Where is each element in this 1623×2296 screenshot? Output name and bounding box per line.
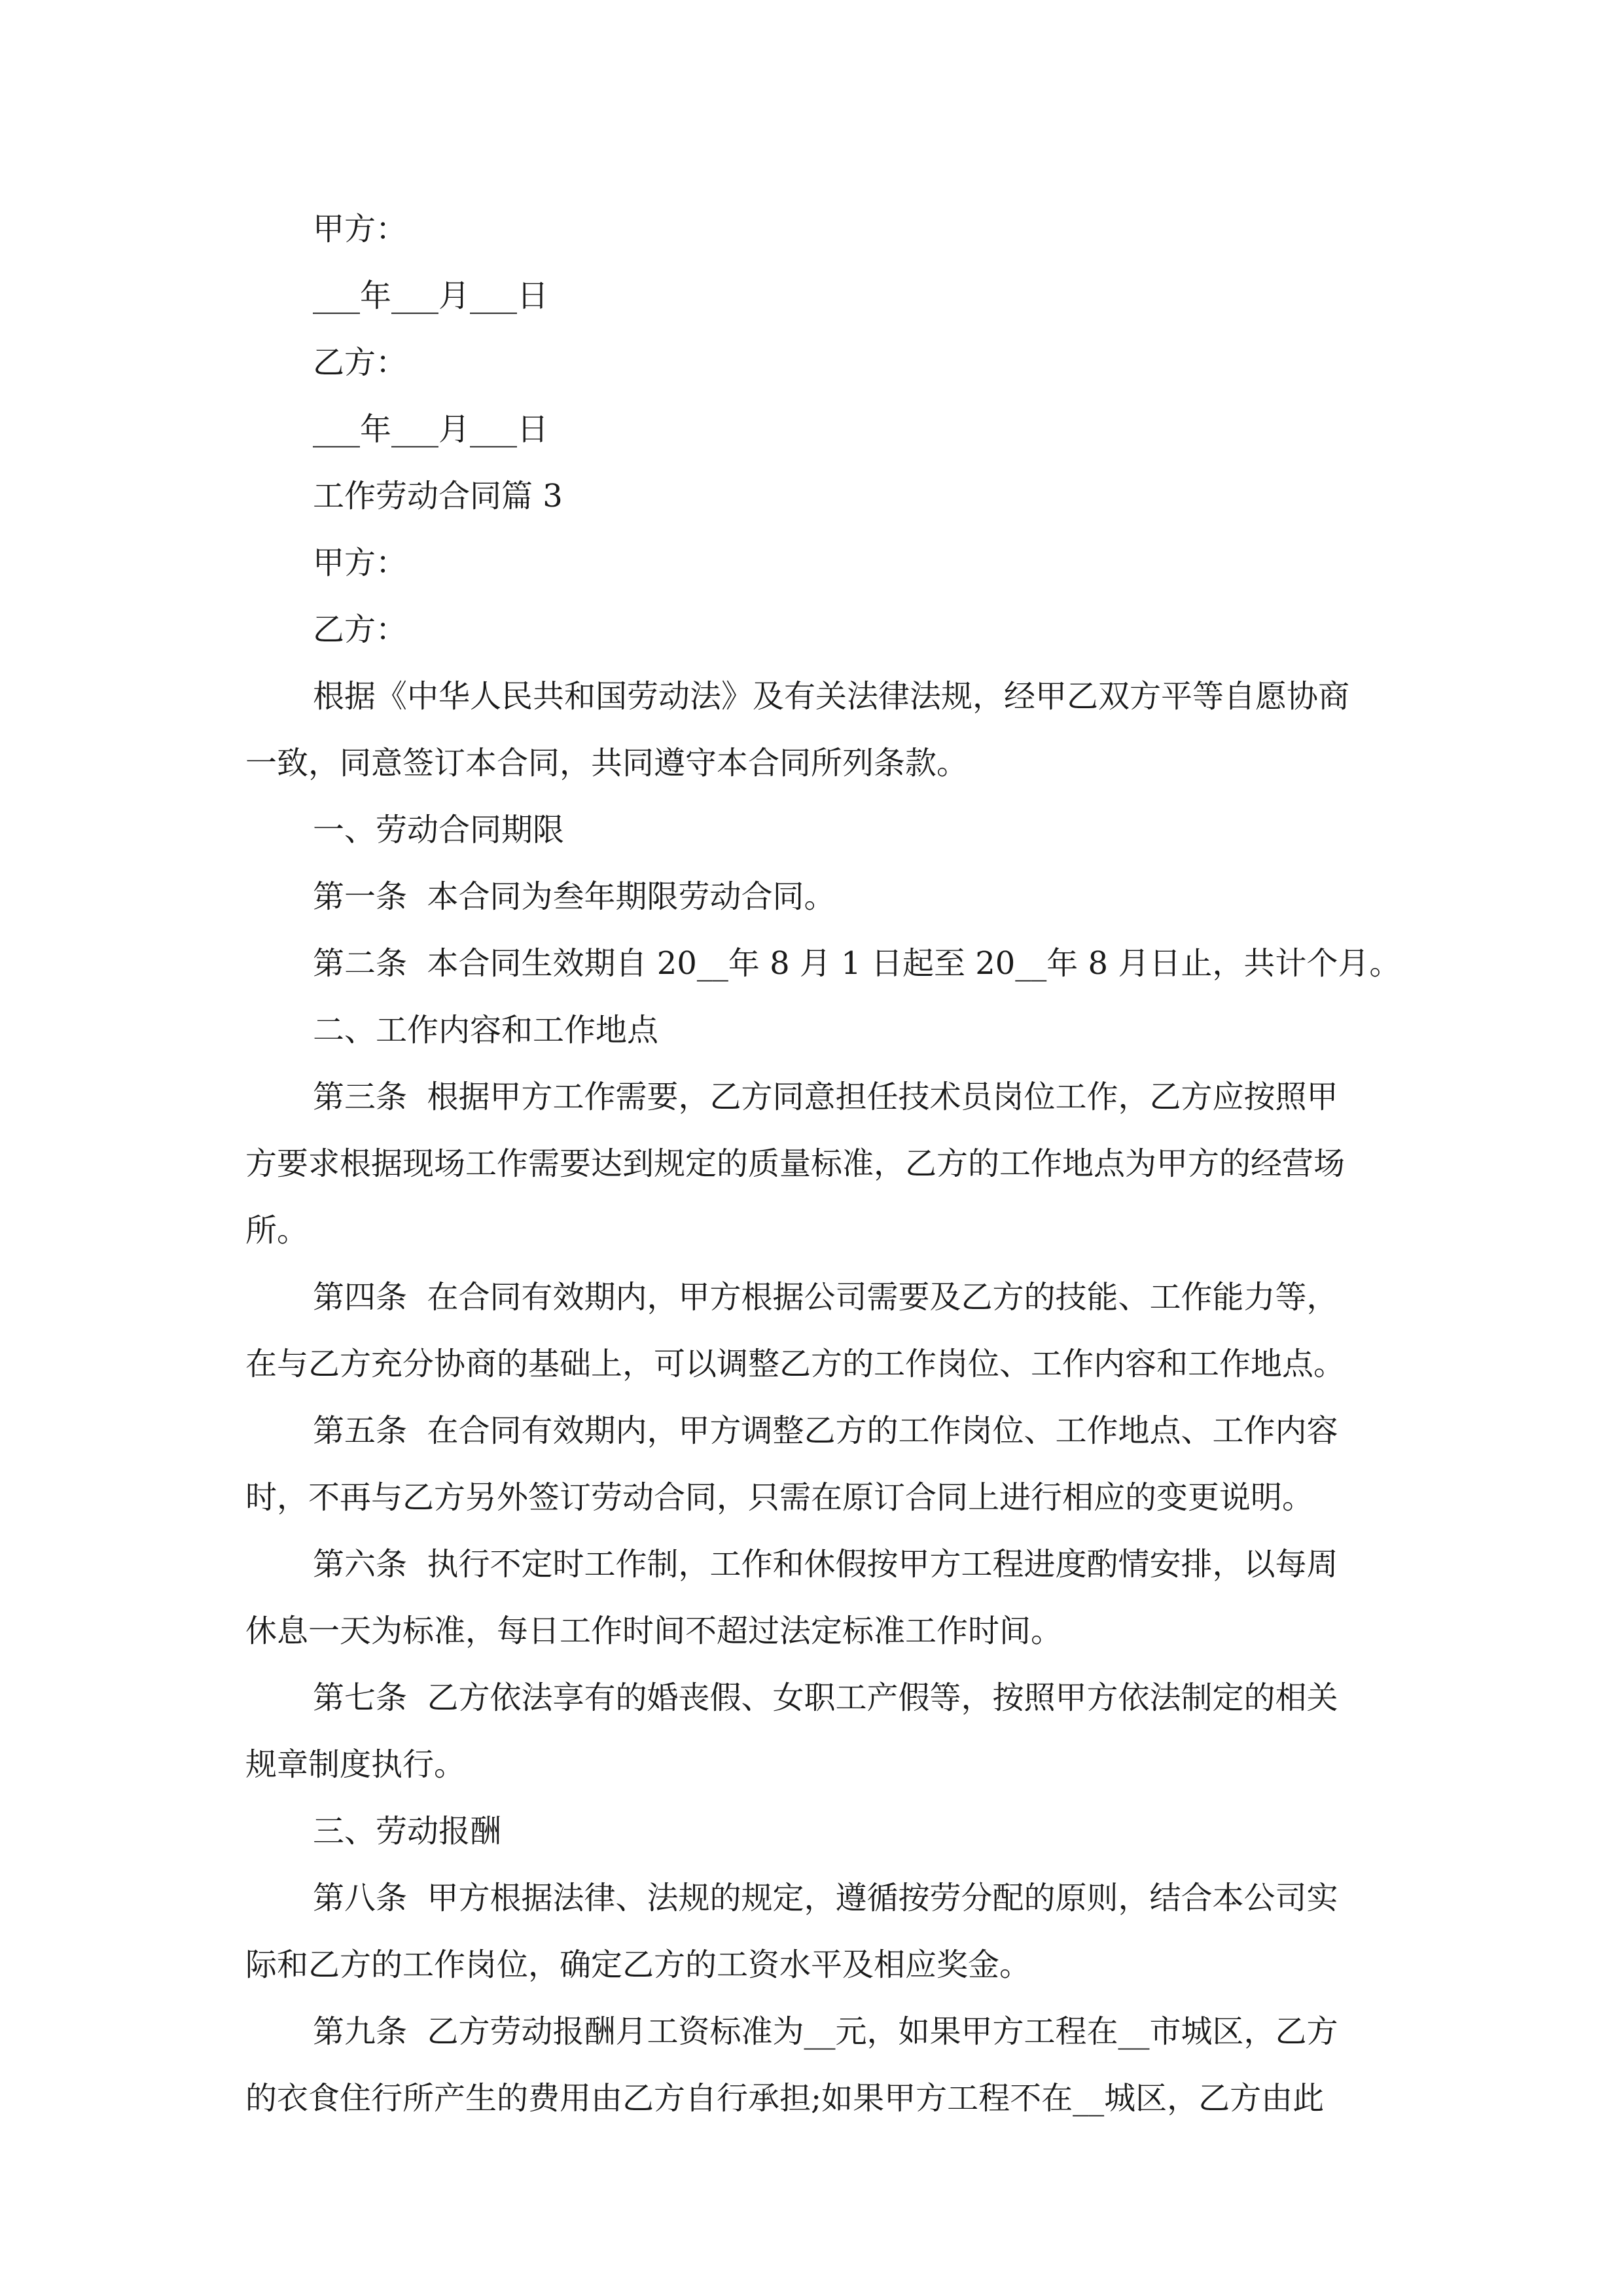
clause-line: 第七条 乙方依法享有的婚丧假、女职工产假等，按照甲方依法制定的相关 <box>313 1679 1338 1716</box>
clause-line: 第二条 本合同生效期自 20__年 8 月 1 日起至 20__年 8 月日止，共计个月。 <box>313 945 1401 982</box>
paragraph-line: 一致，同意签订本合同，共同遵守本合同所列条款。 <box>245 745 969 781</box>
heading: 二、工作内容和工作地点 <box>313 1012 659 1049</box>
clause-line: 第九条 乙方劳动报酬月工资标准为__元，如果甲方工程在__市城区，乙方 <box>313 2013 1338 2050</box>
clause-line: 方要求根据现场工作需要达到规定的质量标准，乙方的工作地点为甲方的经营场 <box>245 1145 1346 1182</box>
clause-line: 规章制度执行。 <box>245 1746 466 1783</box>
party-a-label: 甲方： <box>313 211 408 247</box>
paragraph-line: 根据《中华人民共和国劳动法》及有关法律法规，经甲乙双方平等自愿协商 <box>313 678 1350 715</box>
clause-line: 际和乙方的工作岗位，确定乙方的工资水平及相应奖金。 <box>245 1946 1031 1983</box>
section-title: 工作劳动合同篇 3 <box>313 478 563 514</box>
clause-line: 第三条 根据甲方工作需要，乙方同意担任技术员岗位工作，乙方应按照甲 <box>313 1079 1338 1115</box>
heading: 一、劳动合同期限 <box>313 812 565 848</box>
clause-line: 的衣食住行所产生的费用由乙方自行承担;如果甲方工程不在__城区，乙方由此 <box>245 2080 1325 2117</box>
clause-line: 第八条 甲方根据法律、法规的规定，遵循按劳分配的原则，结合本公司实 <box>313 1880 1338 1916</box>
clause-line: 在与乙方充分协商的基础上，可以调整乙方的工作岗位、工作内容和工作地点。 <box>245 1346 1346 1382</box>
clause-line: 所。 <box>245 1212 309 1249</box>
date-line: ___年___月___日 <box>313 278 549 314</box>
party-b-label: 乙方： <box>313 611 408 648</box>
clause-line: 第四条 在合同有效期内，甲方根据公司需要及乙方的技能、工作能力等， <box>313 1279 1338 1316</box>
clause-line: 第六条 执行不定时工作制，工作和休假按甲方工程进度酌情安排，以每周 <box>313 1546 1338 1583</box>
date-line: ___年___月___日 <box>313 411 549 448</box>
party-b-label: 乙方： <box>313 344 408 381</box>
clause-line: 第五条 在合同有效期内，甲方调整乙方的工作岗位、工作地点、工作内容 <box>313 1412 1338 1449</box>
clause-line: 休息一天为标准，每日工作时间不超过法定标准工作时间。 <box>245 1613 1063 1649</box>
clause-line: 第一条 本合同为叁年期限劳动合同。 <box>313 878 836 915</box>
clause-line: 时，不再与乙方另外签订劳动合同，只需在原订合同上进行相应的变更说明。 <box>245 1479 1314 1516</box>
heading: 三、劳动报酬 <box>313 1813 502 1850</box>
party-a-label: 甲方： <box>313 545 408 581</box>
